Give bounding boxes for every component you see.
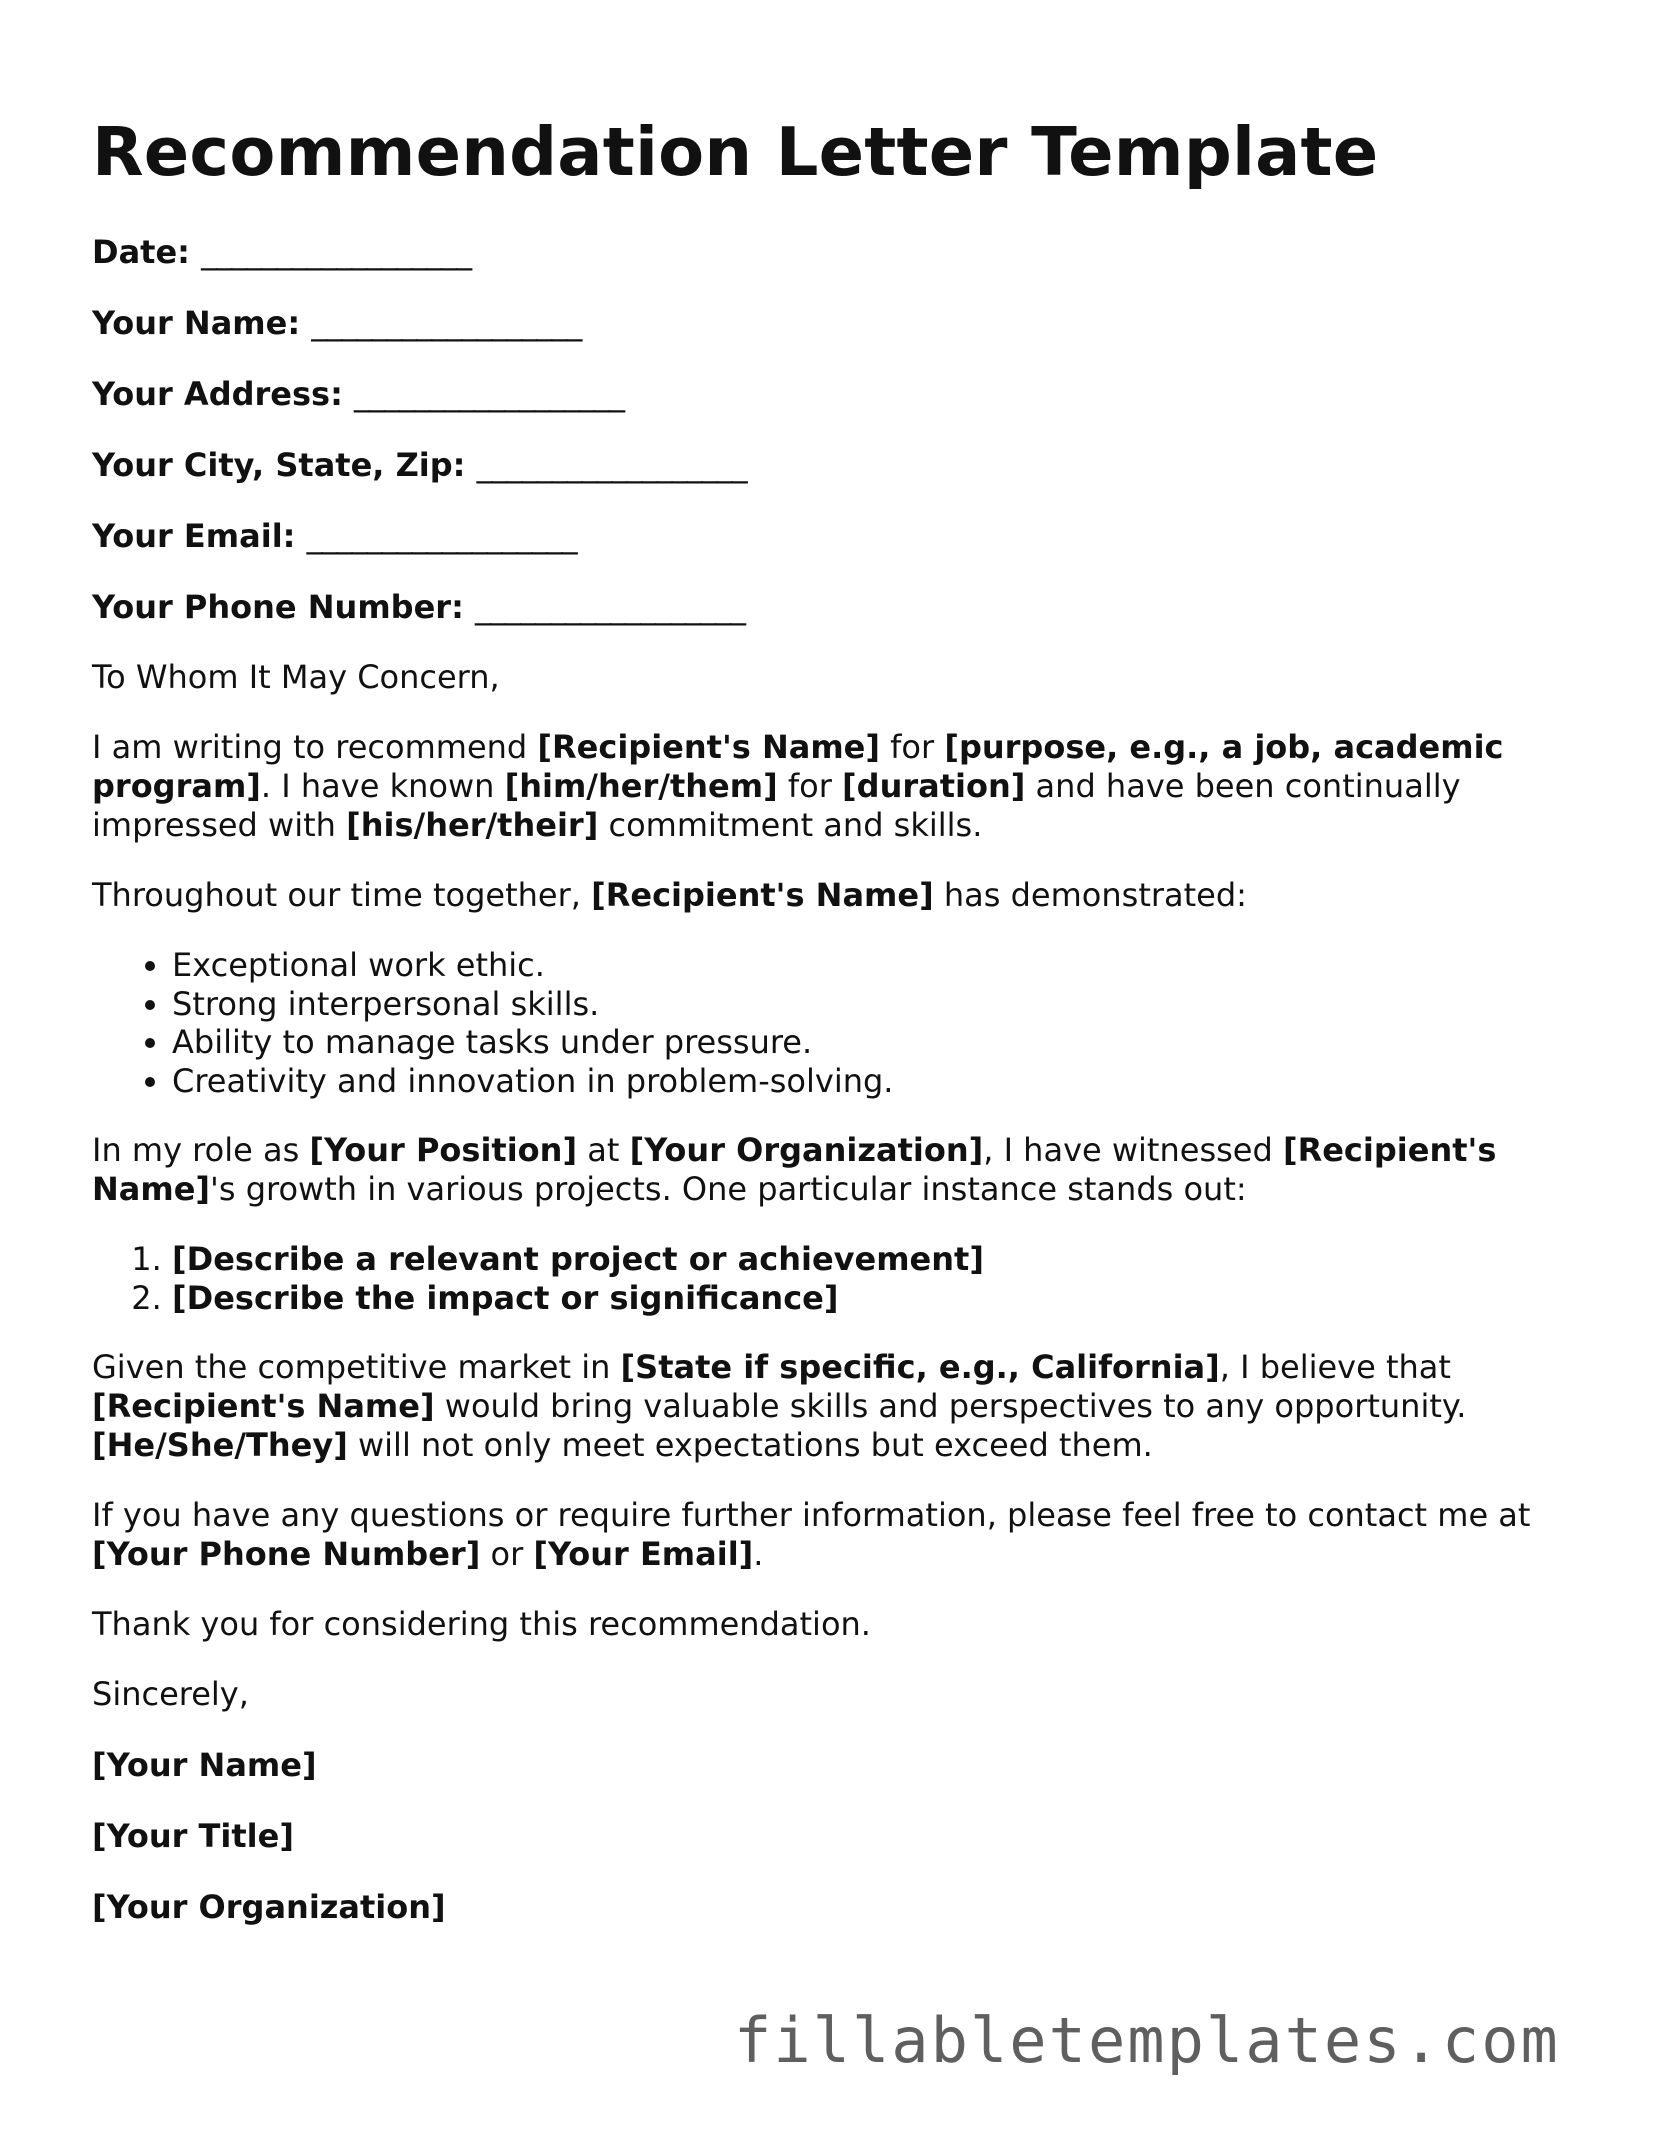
- placeholder-email: [Your Email]: [533, 1535, 754, 1573]
- text: In my role as: [92, 1131, 310, 1169]
- placeholder-project: [Describe a relevant project or achievement]: [172, 1240, 984, 1278]
- field-label: Your Phone Number:: [92, 588, 464, 626]
- text: .: [753, 1535, 764, 1573]
- list-item: • Exceptional work ethic.: [172, 946, 1592, 985]
- text: , I believe that: [1219, 1348, 1451, 1386]
- field-blank: __________________: [476, 446, 747, 484]
- placeholder-pronoun: [He/She/They]: [92, 1426, 348, 1464]
- text: commitment and skills.: [598, 806, 983, 844]
- field-blank: __________________: [311, 304, 582, 342]
- placeholder-position: [Your Position]: [309, 1131, 578, 1169]
- text: at: [577, 1131, 630, 1169]
- list-item: [172, 1279, 1592, 1318]
- text: Throughout our time together,: [92, 876, 592, 914]
- field-label: Your Name:: [92, 304, 301, 342]
- achievements-list: [92, 1240, 1592, 1317]
- list-item: • Creativity and innovation in problem-solving.: [172, 1062, 1592, 1101]
- watermark: fillabletemplates.com: [734, 2004, 1560, 2077]
- text: will not only meet expectations but exceed them.: [347, 1426, 1153, 1464]
- field-blank: __________________: [354, 375, 625, 413]
- salutation: To Whom It May Concern,: [92, 658, 500, 696]
- signature-organization: [Your Organization]: [92, 1888, 446, 1926]
- placeholder-recipient-name: [Recipient's Name]: [92, 1131, 1497, 1208]
- closing-line: Sincerely,: [92, 1675, 249, 1713]
- text: or: [480, 1535, 534, 1573]
- field-blank: __________________: [201, 233, 472, 271]
- field-label: Your Address:: [92, 375, 343, 413]
- list-item: • Strong interpersonal skills.: [172, 985, 1592, 1024]
- text: Given the competitive market in: [92, 1348, 621, 1386]
- letter-page: [92, 0, 1592, 1927]
- placeholder-organization: [Your Organization]: [629, 1131, 984, 1169]
- text: I am writing to recommend: [92, 728, 538, 766]
- field-label: Your Email:: [92, 517, 296, 555]
- text: 's growth in various projects. One particular instance stands out:: [210, 1170, 1247, 1208]
- paragraph-role: [92, 1131, 1592, 1209]
- text: . I have known: [260, 767, 505, 805]
- field-your-email: [92, 516, 1592, 556]
- field-date: [92, 232, 1592, 272]
- paragraph-contact: [92, 1496, 1592, 1574]
- placeholder-possessive: [his/her/their]: [346, 806, 599, 844]
- text: has demonstrated:: [933, 876, 1247, 914]
- list-item: • Ability to manage tasks under pressure.: [172, 1023, 1592, 1062]
- placeholder-purpose: [purpose, e.g., a job, academic program]: [92, 728, 1504, 805]
- field-your-phone: [92, 587, 1592, 627]
- signature-name: [Your Name]: [92, 1746, 317, 1784]
- field-label: Your City, State, Zip:: [92, 446, 466, 484]
- field-blank: __________________: [306, 517, 577, 555]
- text: If you have any questions or require further information, please feel free to contact me at: [92, 1496, 1531, 1534]
- list-item: [172, 1240, 1592, 1279]
- field-your-address: [92, 374, 1592, 414]
- placeholder-state: [State if specific, e.g., California]: [620, 1348, 1220, 1386]
- field-city-state-zip: [92, 445, 1592, 485]
- placeholder-phone: [Your Phone Number]: [92, 1535, 481, 1573]
- paragraph-intro: [92, 728, 1592, 845]
- qualities-list: [92, 946, 1592, 1100]
- placeholder-pronoun: [him/her/them]: [504, 767, 778, 805]
- field-label: Date:: [92, 233, 190, 271]
- signature-title: [Your Title]: [92, 1817, 294, 1855]
- paragraph-demonstrated: [92, 876, 1592, 915]
- text: , I have witnessed: [983, 1131, 1283, 1169]
- page-title: Recommendation Letter Template: [92, 113, 1379, 191]
- field-blank: __________________: [475, 588, 745, 626]
- placeholder-recipient-name: [Recipient's Name]: [591, 876, 934, 914]
- placeholder-impact: [Describe the impact or significance]: [172, 1278, 839, 1317]
- thanks-line: Thank you for considering this recommendation.: [92, 1605, 871, 1643]
- placeholder-recipient-name: [Recipient's Name]: [537, 728, 880, 766]
- text: would bring valuable skills and perspectives to any opportunity.: [434, 1387, 1467, 1425]
- field-your-name: [92, 303, 1592, 343]
- text: for: [777, 767, 843, 805]
- paragraph-market: [92, 1348, 1592, 1465]
- text: for: [879, 728, 945, 766]
- placeholder-recipient-name: [Recipient's Name]: [92, 1387, 435, 1425]
- placeholder-duration: [duration]: [842, 767, 1026, 805]
- text: and have been continually impressed with: [92, 767, 1461, 844]
